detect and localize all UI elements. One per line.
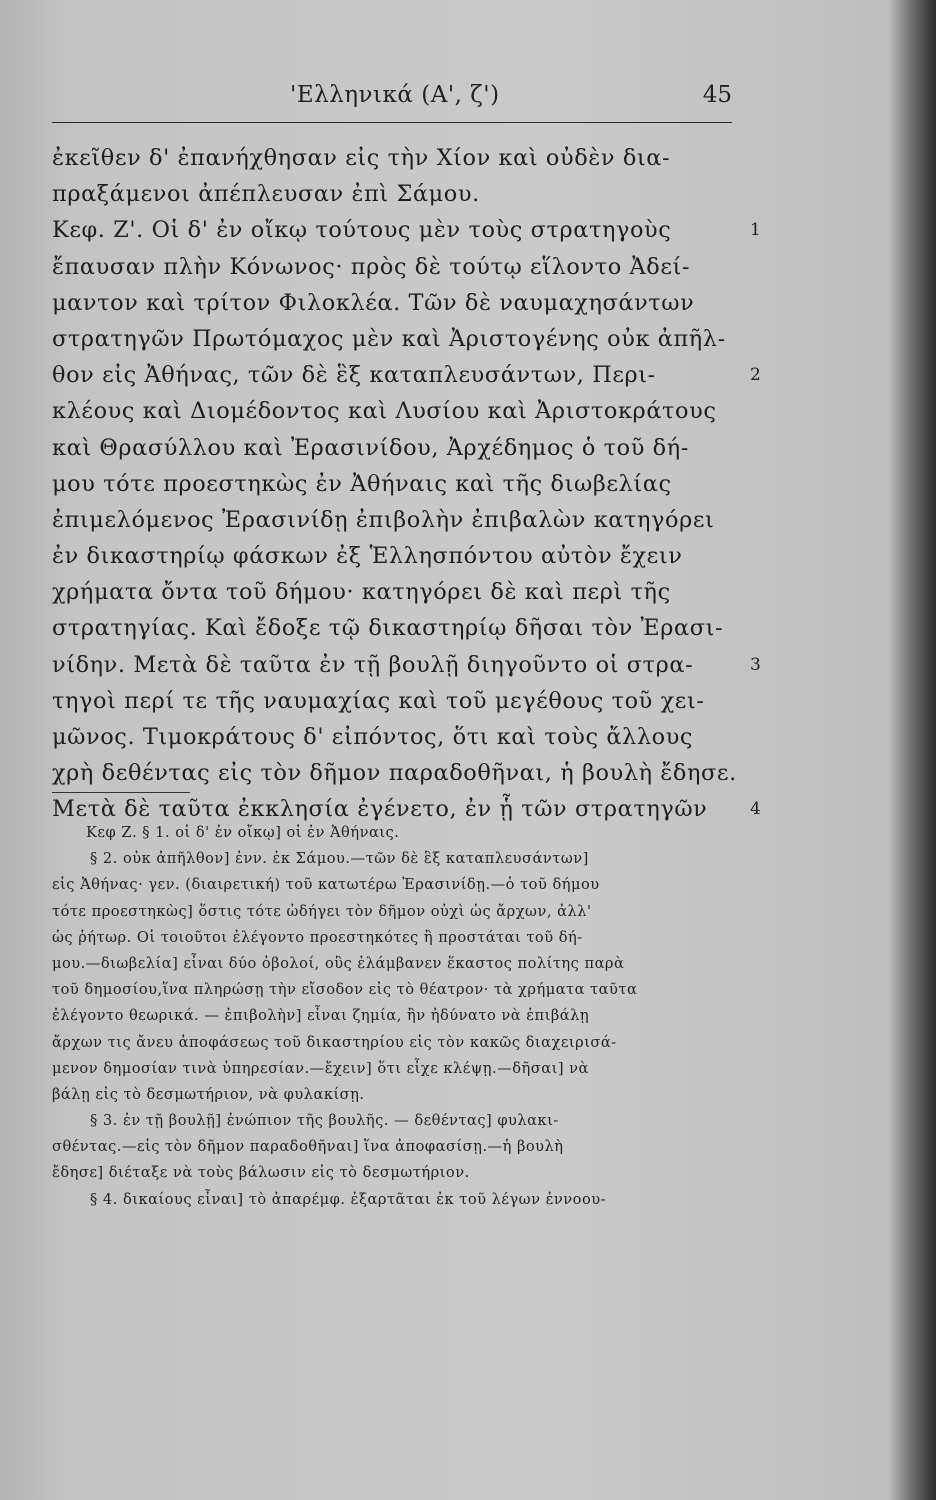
footnote-line: τοῦ δημοσίου,ἵνα πληρώσῃ τὴν εἴσοδον εἰς τὸ θέατρον· τὰ χρήματα ταῦτα xyxy=(52,981,638,999)
text-line: μῶνος. Τιμοκράτους δ' εἰπόντος, ὅτι καὶ τοὺς ἄλλους xyxy=(52,724,694,750)
text-line: ἔπαυσαν πλὴν Κόνωνος· πρὸς δὲ τούτῳ εἵλοντο Ἀδεί- xyxy=(52,253,691,280)
page-number: 45 xyxy=(702,82,732,108)
text-line: χρήματα ὄντα τοῦ δήμου· κατηγόρει δὲ καὶ περὶ τῆς xyxy=(52,579,671,606)
section-number: 4 xyxy=(750,799,762,820)
footnote-line: μου.—διωβελία] εἶναι δύο ὀβολοί, οὓς ἐλάμβανεν ἕκαστος πολίτης παρὰ xyxy=(52,954,625,972)
text-line: πραξάμενοι ἀπέπλευσαν ἐπὶ Σάμου. xyxy=(52,181,480,208)
footnote-line: § 3. ἐν τῇ βουλῇ] ἐνώπιον τῆς βουλῆς. — δεθέντας] φυλακι- xyxy=(90,1112,559,1130)
text-line: Μετὰ δὲ ταῦτα ἐκκλησία ἐγένετο, ἐν ᾗ τῶν στρατηγῶν 4 xyxy=(52,791,742,827)
section-number: 2 xyxy=(750,365,762,386)
footnote-line: ἐλέγοντο θεωρικά. — ἐπιβολὴν] εἶναι ζημία, ἣν ἠδύνατο νὰ ἐπιβάλῃ xyxy=(52,1007,590,1025)
text-line: ἐν δικαστηρίῳ φάσκων ἐξ Ἑλλησπόντου αὐτὸν ἔχειν xyxy=(52,543,683,570)
footnotes xyxy=(52,820,752,1213)
text-line: ἐπιμελόμενος Ἐρασινίδῃ ἐπιβολὴν ἐπιβαλὼν κατηγόρει xyxy=(52,506,715,533)
text-line: μαντον καὶ τρίτον Φιλοκλέα. Τῶν δὲ ναυμαχησάντων xyxy=(52,289,695,316)
footnote-line: ἄρχων τις ἄνευ ἀποφάσεως τοῦ δικαστηρίου εἰς τὸν κακῶς διαχειρισά- xyxy=(52,1033,617,1051)
page-header xyxy=(52,78,732,128)
text-line: κλέους καὶ Διομέδοντος καὶ Λυσίου καὶ Ἀριστοκράτους xyxy=(52,398,717,425)
text-line: θον εἰς Ἀθήνας, τῶν δὲ ἓξ καταπλευσάντων, Περι- 2 xyxy=(52,357,742,393)
text-line: μου τότε προεστηκὼς ἐν Ἀθήναις καὶ τῆς διωβελίας xyxy=(52,470,672,497)
footnote-line: τότε προεστηκὼς] ὅστις τότε ὡδήγει τὸν δῆμον οὐχὶ ὡς ἄρχων, ἀλλ' xyxy=(52,902,592,920)
header-rule xyxy=(52,122,732,123)
main-text xyxy=(52,140,762,828)
text-line: στρατηγίας. Καὶ ἔδοξε τῷ δικαστηρίῳ δῆσαι τὸν Ἐρασι- xyxy=(52,615,724,642)
footnote-line: § 2. οὐκ ἀπῆλθον] ἐνν. ἐκ Σάμου.—τῶν δὲ ἓξ καταπλευσάντων] xyxy=(90,850,589,868)
footnote-line: σθέντας.—εἰς τὸν δῆμον παραδοθῆναι] ἵνα ἀποφασίσῃ.—ἡ βουλὴ xyxy=(52,1138,564,1156)
text-line: ἐκεῖθεν δ' ἐπανήχθησαν εἰς τὴν Χίον καὶ οὐδὲν δια- xyxy=(52,145,671,171)
text-line: τηγοὶ περί τε τῆς ναυμαχίας καὶ τοῦ μεγέθους τοῦ χει- xyxy=(52,687,705,714)
footnote-line: εἰς Ἀθήνας· γεν. (διαιρετική) τοῦ κατωτέρω Ἐρασινίδῃ.—ὁ τοῦ δήμου xyxy=(52,876,600,894)
section-number: 3 xyxy=(750,654,762,675)
footnote-line: μενον δημοσίαν τινὰ ὑπηρεσίαν.—ἔχειν] ὅτι εἶχε κλέψῃ.—δῆσαι] νὰ xyxy=(52,1059,589,1077)
footnote-line: Κεφ Ζ. § 1. οἱ δ' ἐν οἴκῳ] οἱ ἐν Ἀθήναις. xyxy=(86,824,400,841)
footnote-line: § 4. δικαίους εἶναι] τὸ ἀπαρέμφ. ἐξαρτᾶται ἐκ τοῦ λέγων ἐννοου- xyxy=(90,1190,607,1208)
running-title: 'Ελληνικά (Α', ζ') xyxy=(290,82,500,108)
text-line: στρατηγῶν Πρωτόμαχος μὲν καὶ Ἀριστογένης οὐκ ἀπῆλ- xyxy=(52,325,726,352)
text-line: Κεφ. Ζ'. Οἱ δ' ἐν οἴκῳ τούτους μὲν τοὺς στρατηγοὺς 1 xyxy=(52,212,742,248)
footnote-rule xyxy=(52,792,190,793)
text-line: χρὴ δεθέντας εἰς τὸν δῆμον παραδοθῆναι, ἡ βουλὴ ἔδησε. xyxy=(52,760,737,787)
footnote-line: βάλῃ εἰς τὸ δεσμωτήριον, νὰ φυλακίσῃ. xyxy=(52,1085,365,1103)
text-line: νίδην. Μετὰ δὲ ταῦτα ἐν τῇ βουλῇ διηγοῦντο οἱ στρα- 3 xyxy=(52,647,742,683)
footnote-line: ὡς ῥήτωρ. Οἱ τοιοῦτοι ἐλέγοντο προεστηκότες ἢ προστάται τοῦ δή- xyxy=(52,928,583,946)
footnote-line: ἔδησε] διέταξε νὰ τοὺς βάλωσιν εἰς τὸ δεσμωτήριον. xyxy=(52,1164,470,1182)
section-number: 1 xyxy=(750,220,762,241)
text-line: καὶ Θρασύλλου καὶ Ἐρασινίδου, Ἀρχέδημος ὁ τοῦ δή- xyxy=(52,434,689,461)
